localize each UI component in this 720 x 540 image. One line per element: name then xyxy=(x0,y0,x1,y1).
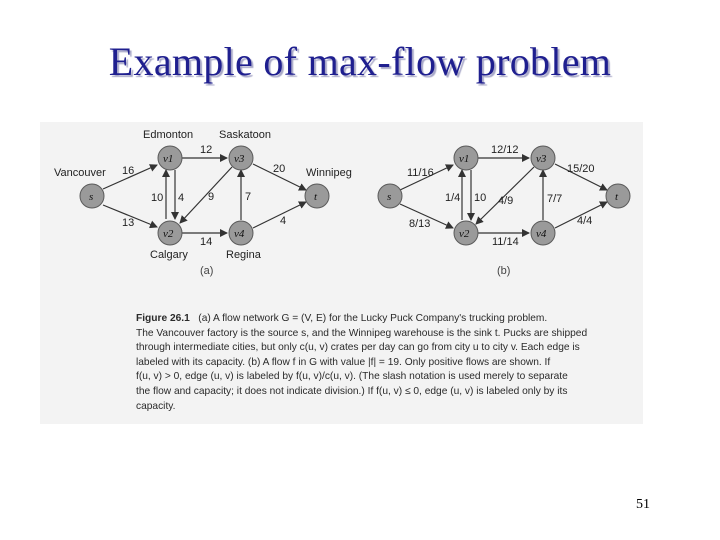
svg-text:v3: v3 xyxy=(234,153,245,165)
label-b-v2-v1: 1/4 xyxy=(445,192,461,204)
caption-figure-label: Figure 26.1 xyxy=(136,313,190,324)
label-b-v1-v3: 12/12 xyxy=(491,144,519,156)
svg-text:s: s xyxy=(387,191,392,203)
node-b-s xyxy=(378,184,402,208)
label-b-s-v1: 11/16 xyxy=(407,167,434,179)
label-a-v2-v4: 14 xyxy=(200,236,213,248)
label-b-v4-v3: 7/7 xyxy=(547,193,563,205)
label-a-v3-v2: 9 xyxy=(208,191,215,203)
node-b-t xyxy=(606,184,630,208)
svg-text:v2: v2 xyxy=(459,228,470,240)
caption-line-5: f(u, v) > 0, edge (u, v) is labeled by f(u, v)/c(u, v). (The slash notation is used merely to separate xyxy=(136,371,568,383)
caption-line-6: the flow and capacity; it does not indicate division.) If f(u, v) ≤ 0, edge (u, v) is labeled only by its xyxy=(136,385,568,397)
label-b-s-v2: 8/13 xyxy=(409,218,431,230)
node-b-v1 xyxy=(454,146,478,170)
node-a-v1 xyxy=(158,146,182,170)
diagram-b xyxy=(378,144,630,277)
svg-text:t: t xyxy=(314,191,318,203)
caption-line-1: Figure 26.1 (a) A flow network G = (V, E) for the Lucky Puck Company's trucking problem. xyxy=(136,313,548,324)
edge-a-v3-v2 xyxy=(180,167,232,223)
node-a-t xyxy=(305,184,329,208)
city-saskatoon: Saskatoon xyxy=(219,129,271,141)
label-a-s-v2: 13 xyxy=(122,217,135,229)
city-edmonton: Edmonton xyxy=(143,129,194,141)
figure-caption xyxy=(136,312,634,414)
page-number: 51 xyxy=(636,497,650,512)
node-b-v4 xyxy=(531,221,555,245)
node-a-s xyxy=(80,184,104,208)
caption-line-2: The Vancouver factory is the source s, and the Winnipeg warehouse is the sink t. Pucks are shipped xyxy=(136,327,588,339)
svg-text:v4: v4 xyxy=(536,228,547,240)
city-regina: Regina xyxy=(226,249,261,261)
svg-text:v1: v1 xyxy=(163,153,174,165)
caption-line-7: capacity. xyxy=(136,400,176,412)
label-b-v1-v2: 10 xyxy=(474,192,487,204)
label-a-v1-v3: 12 xyxy=(200,144,213,156)
node-b-v2 xyxy=(454,221,478,245)
label-a-v4-t: 4 xyxy=(280,215,287,227)
label-a-v3-t: 20 xyxy=(273,163,286,175)
diagram-a xyxy=(54,129,352,277)
svg-text:v2: v2 xyxy=(163,228,174,240)
label-a-v1-v2: 4 xyxy=(178,192,185,204)
node-b-v3 xyxy=(531,146,555,170)
node-a-v3 xyxy=(229,146,253,170)
slide-title: Example of max-flow problem xyxy=(108,39,612,84)
svg-text:t: t xyxy=(615,191,619,203)
label-a-v4-v3: 7 xyxy=(245,191,252,203)
node-a-v2 xyxy=(158,221,182,245)
city-vancouver: Vancouver xyxy=(54,167,106,179)
label-b-v4-t: 4/4 xyxy=(577,215,593,227)
sublabel-b: (b) xyxy=(497,265,511,277)
city-calgary: Calgary xyxy=(150,249,188,261)
sublabel-a: (a) xyxy=(200,265,214,277)
caption-line-3: through intermediate cities, but only c(u, v) crates per day can go from city u to city v. Each edge is xyxy=(136,342,580,354)
svg-text:s: s xyxy=(89,191,94,203)
label-b-v3-v2: 4/9 xyxy=(498,195,514,207)
label-a-s-v1: 16 xyxy=(122,165,135,177)
svg-text:v1: v1 xyxy=(459,153,470,165)
svg-text:v3: v3 xyxy=(536,153,547,165)
label-a-v2-v1: 10 xyxy=(151,192,164,204)
svg-text:v4: v4 xyxy=(234,228,245,240)
label-b-v3-t: 15/20 xyxy=(567,163,595,175)
label-b-v2-v4: 11/14 xyxy=(492,236,519,248)
node-a-v4 xyxy=(229,221,253,245)
city-winnipeg: Winnipeg xyxy=(306,167,352,179)
caption-line-4: labeled with its capacity. (b) A flow f in G with value |f| = 19. Only positive flows are shown. If xyxy=(136,356,551,368)
